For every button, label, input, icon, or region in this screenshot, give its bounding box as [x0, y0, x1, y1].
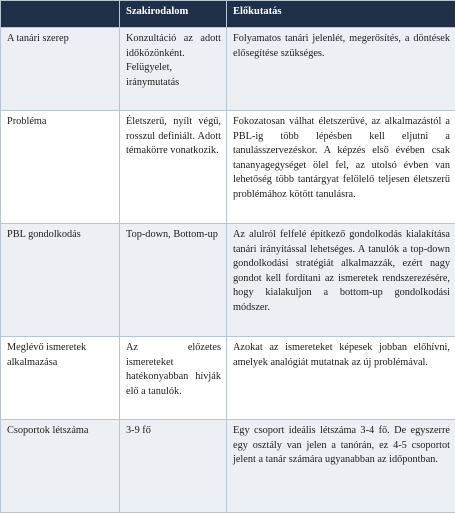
table-row	[1, 224, 455, 337]
research-cell: Egy csoport ideális létszáma 3-4 fő. De egyszerre egy osztály van jelen a tanórán, ez 4-5 csoportot jelent a tanár számára ugyanabban az időpontban.	[227, 420, 455, 513]
literature-cell: Az előzetes ismereteket hatékonyabban hívják elő a tanulók.	[120, 337, 227, 420]
row-label: PBL gondolkodás	[1, 224, 120, 337]
row-label: A tanári szerep	[1, 28, 120, 111]
row-label: Probléma	[1, 111, 120, 224]
research-cell: Folyamatos tanári jelenlét, megerősítés, a döntések elősegítése szükséges.	[227, 28, 455, 111]
header-research: Előkutatás	[227, 1, 455, 28]
research-cell: Azokat az ismereteket képesek jobban előhívni, amelyek analógiát mutatnak az új problémával.	[227, 337, 455, 420]
literature-cell: Életszerű, nyílt végű, rosszul definiált. Adott témakörre vonatkozik.	[120, 111, 227, 224]
header-empty	[1, 1, 120, 28]
literature-cell: Top-down, Bottom-up	[120, 224, 227, 337]
row-label: Meglévő ismeretek alkalmazása	[1, 337, 120, 420]
table-header-row	[1, 1, 455, 28]
table-row	[1, 337, 455, 420]
table-row	[1, 420, 455, 513]
literature-cell: 3-9 fő	[120, 420, 227, 513]
literature-cell: Konzultáció az adott időközönként. Felügyelet, iránymutatás	[120, 28, 227, 111]
research-cell: Az alulról felfelé építkező gondolkodás kialakítása tanári irányítással lehetséges. A tanulók a top-down gondolkodási stratégiát alkalmazzák, ezért nagy gondot kell fordítani az ismeretek rendszerezésére, hogy kialakuljon a bottom-up gondolkodási módszer.	[227, 224, 455, 337]
row-label: Csoportok létszáma	[1, 420, 120, 513]
header-literature: Szakirodalom	[120, 1, 227, 28]
table-row	[1, 111, 455, 224]
table-row	[1, 28, 455, 111]
research-cell: Fokozatosan válhat életszerűvé, az alkalmazástól a PBL-ig több lépésben kell eljutni a tanulásszervezéskor. A képzés első évében csak tananyagegységet ölel fel, az utolsó évben van lehetőség több tantárgyat felölelő teljesen életszerű problémához kötött tanulásra.	[227, 111, 455, 224]
